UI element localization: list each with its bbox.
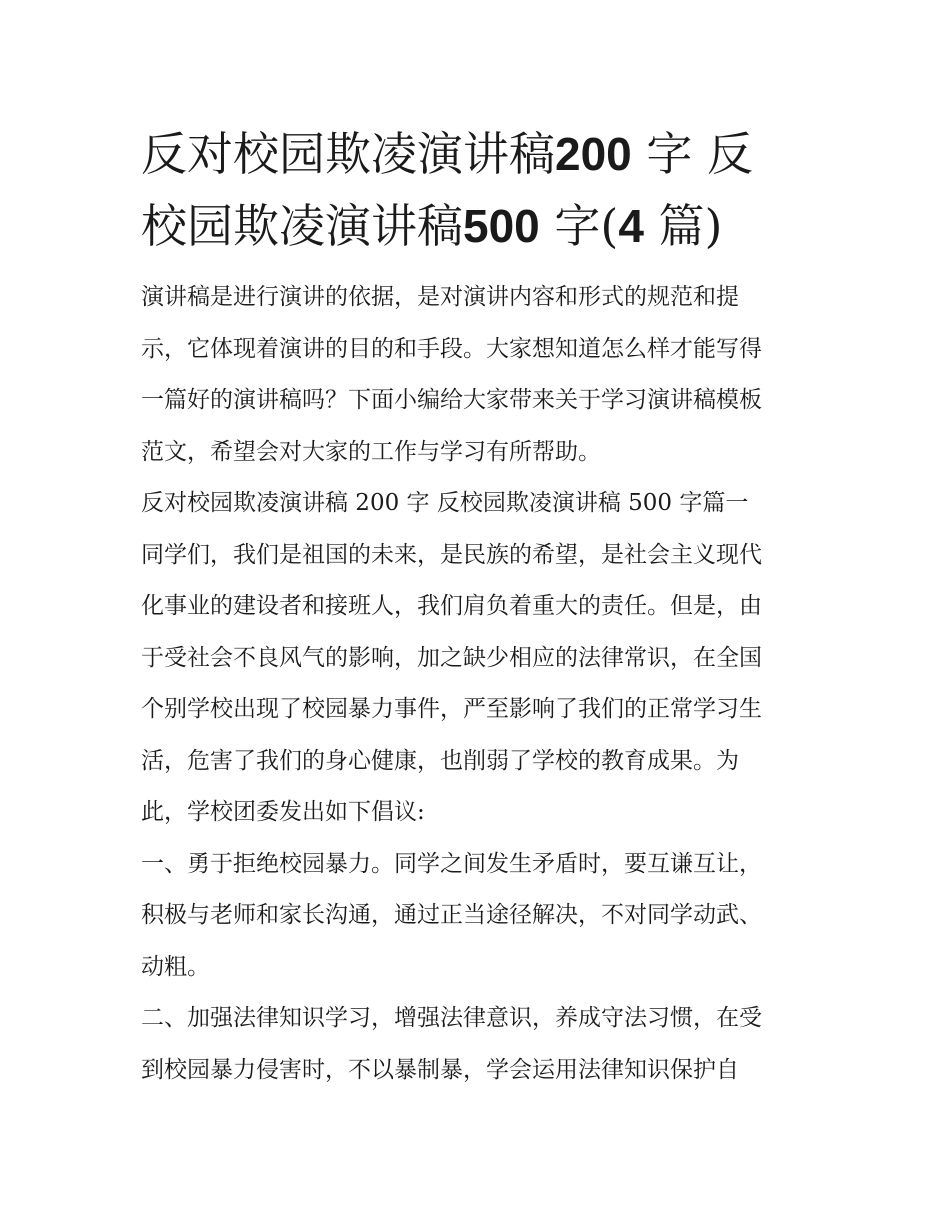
- section-heading: 反对校园欺凌演讲稿 200 字 反校园欺凌演讲稿 500 字篇一: [141, 490, 749, 516]
- document-page: [141, 118, 813, 1096]
- document-title: [141, 118, 813, 262]
- title-text-1b: 字 反: [631, 127, 753, 181]
- point-one-paragraph: 一、勇于拒绝校园暴力。同学之间发生矛盾时，要互谦互让， 积极与老师和家长沟通，通过正当途径解决，不对同学动武、 动粗。: [141, 850, 762, 980]
- intro-paragraph: 演讲稿是进行演讲的依据，是对演讲内容和形式的规范和提 示，它体现着演讲的目的和手段。大家想知道怎么样才能写得 一篇好的演讲稿吗？下面小编给大家带来关于学习演讲稿模板 范文，希望会对大家的工作与学习有所帮助。: [141, 284, 762, 465]
- title-text-2a: 校园欺凌演讲稿: [141, 199, 463, 253]
- title-text-1a: 反对校园欺凌演讲稿: [141, 127, 555, 181]
- title-number-4: 4: [618, 200, 644, 252]
- title-number-500: 500: [463, 200, 540, 252]
- title-text-2b: 字(: [539, 199, 619, 253]
- title-text-2c: 篇): [643, 199, 723, 253]
- point-two-paragraph: 二、加强法律知识学习，增强法律意识，养成守法习惯，在受 到校园暴力侵害时，不以暴制暴，学会运用法律知识保护自: [141, 1005, 762, 1083]
- title-number-200: 200: [555, 128, 632, 180]
- body-paragraph: 同学们，我们是祖国的未来，是民族的希望，是社会主义现代 化事业的建设者和接班人，我们肩负着重大的责任。但是，由 于受社会不良风气的影响，加之缺少相应的法律常识，在全国 个别学校出现了校园暴力事件，严至影响了我们的正常学习生 活，危害了我们的身心健康，也削弱了学校的教育成果。为 此，学校团委发出如下倡议:: [141, 541, 762, 825]
